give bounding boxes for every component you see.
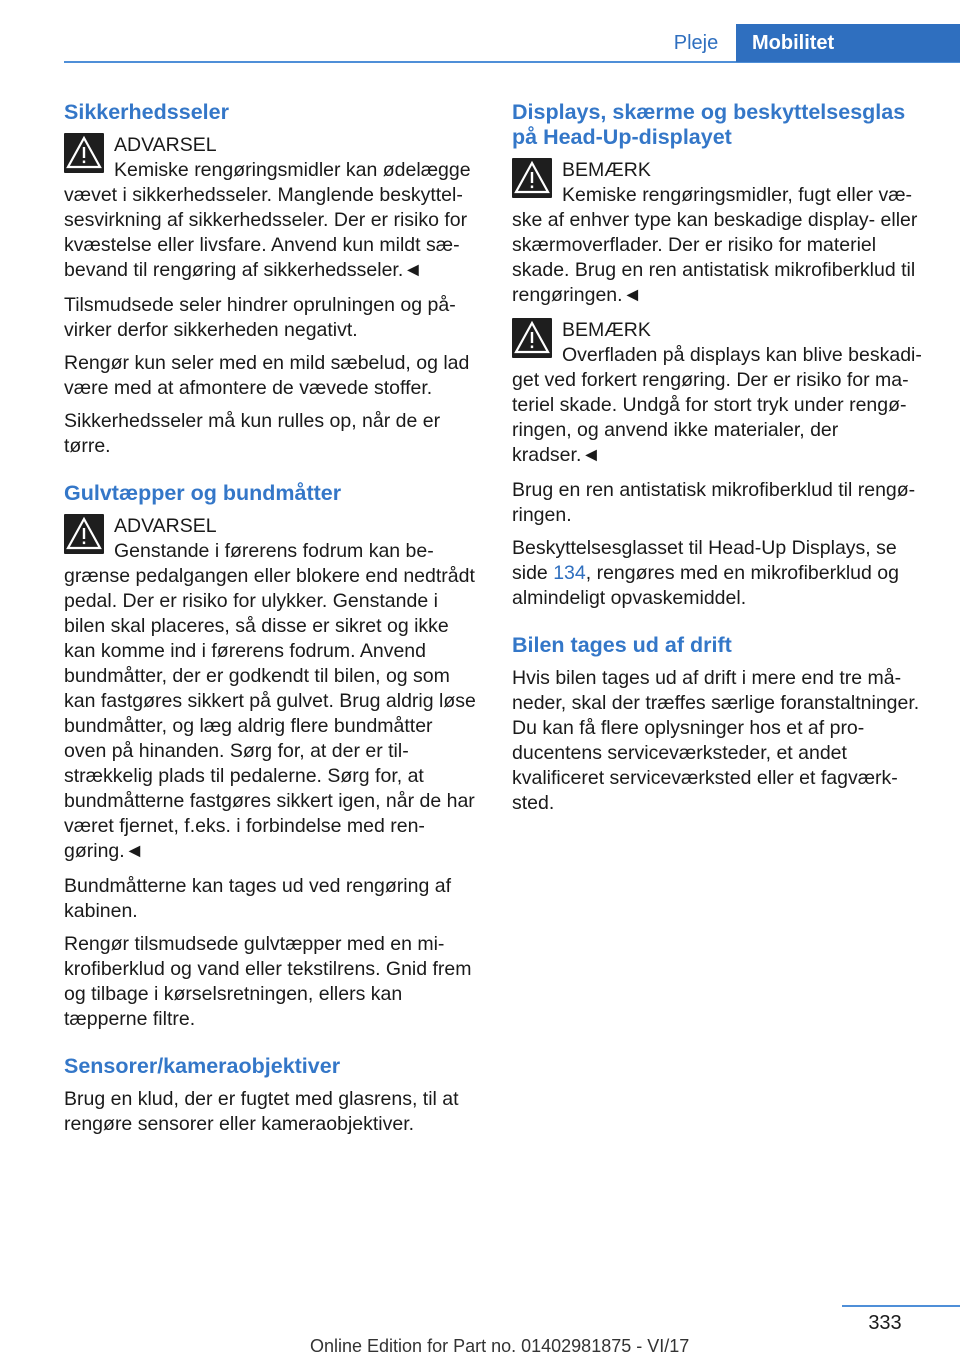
warning-triangle-icon bbox=[64, 133, 104, 173]
paragraph-text: , rengøres med en mikrofiberklud og almindeligt opvaskemiddel. bbox=[512, 562, 899, 609]
warning-text: Kemiske rengøringsmidler kan ødelægge vævet i sikkerhedsseler. Manglende beskyttelsesvirkning af sikkerhedsseler. Der er risiko for kvæstelse eller livsfare. Anvend kun mildt sæbevand til rengøring af sikkerhedsseler.◄ bbox=[64, 159, 471, 281]
section-title-bilen-tages-ud: Bilen tages ud af drift bbox=[512, 633, 732, 657]
paragraph: Bundmåtterne kan tages ud ved rengøring af kabinen. bbox=[64, 875, 451, 922]
page-link[interactable]: 134 bbox=[553, 562, 586, 584]
section-title-sensorer: Sensorer/kameraobjektiver bbox=[64, 1054, 341, 1078]
warning-box bbox=[64, 514, 480, 864]
notice-text: Kemiske rengøringsmidler, fugt eller væske af enhver type kan beskadige display- eller skærmoverflader. Der er risiko for materiel skade. Brug en ren antistatisk mikrofiberklud til rengøringen.◄ bbox=[512, 184, 918, 306]
paragraph bbox=[512, 536, 928, 611]
footer-rule bbox=[842, 1305, 960, 1307]
paragraph: Rengør kun seler med en mild sæbelud, og lad være med at afmontere de vævede stoffer. bbox=[64, 352, 470, 399]
paragraph-text: Beskyttelsesglasset til Head-Up Displays, se side bbox=[512, 537, 897, 584]
right-column bbox=[512, 100, 928, 824]
left-column bbox=[64, 100, 480, 1145]
paragraph: Tilsmudsede seler hindrer oprulningen og påvirker derfor sikkerheden negativt. bbox=[64, 294, 456, 341]
section-title-gulvtaepper: Gulvtæpper og bundmåtter bbox=[64, 481, 342, 505]
tab-pleje[interactable]: Pleje bbox=[673, 32, 719, 54]
section-title-sikkerhedsseler: Sikkerhedsseler bbox=[64, 100, 229, 124]
notice-box bbox=[512, 318, 928, 468]
edition-line: Online Edition for Part no. 01402981875 - VI/17 bbox=[310, 1336, 690, 1356]
notice-box bbox=[512, 158, 928, 308]
paragraph: Brug en klud, der er fugtet med glasrens, til at rengøre sensorer eller kameraobjektiver. bbox=[64, 1088, 459, 1135]
section-title-displays: Displays, skærme og beskyttelsesglas på Head-Up-displayet bbox=[512, 100, 906, 149]
warning-label: ADVARSEL bbox=[114, 515, 217, 537]
warning-box bbox=[64, 133, 480, 283]
notice-text: Overfladen på displays kan blive beskadiget ved forkert rengøring. Der er risiko for materiel skade. Undgå for stort tryk under rengøringen, og anvend ikke materialer, der kradser.◄ bbox=[512, 344, 922, 466]
paragraph: Hvis bilen tages ud af drift i mere end tre måneder, skal der træffes særlige foranstaltninger. Du kan få flere oplysninger hos et af producentens serviceværksteder, et andet kvalificeret serviceværksted eller et fagværksted. bbox=[512, 667, 920, 814]
warning-triangle-icon bbox=[512, 158, 552, 198]
paragraph: Sikkerhedsseler må kun rulles op, når de er tørre. bbox=[64, 410, 441, 457]
warning-triangle-icon bbox=[64, 514, 104, 554]
paragraph: Rengør tilsmudsede gulvtæpper med en mikrofiberklud og vand eller tekstilrens. Gnid frem og tilbage i kørselsretningen, ellers kan tæpperne filtre. bbox=[64, 933, 472, 1030]
warning-text: Genstande i førerens fodrum kan begrænse pedalgangen eller blokere end nedtrådt pedal. Der er risiko for ulykker. Genstande i bilen skal placeres, så disse er sikret og ikke kan komme ind i førerens fodrum. Anvend bundmåtter, der er godkendt til bilen, og som kan fastgøres sikkert på gulvet. Brug aldrig løse bundmåtter, og læg aldrig flere bundmåtter oven på hinanden. Sørg for, at der er tilstrækkelig plads til pedalerne. Sørg for, at bundmåtterne fastgøres sikkert igen, når de har været fjernet, f.eks. i forbindelse med rengøring.◄ bbox=[64, 540, 476, 862]
paragraph: Brug en ren antistatisk mikrofiberklud til rengøringen. bbox=[512, 479, 916, 526]
warning-label: ADVARSEL bbox=[114, 134, 217, 156]
page-number: 333 bbox=[868, 1312, 902, 1334]
warning-triangle-icon bbox=[512, 318, 552, 358]
notice-label: BEMÆRK bbox=[562, 159, 651, 181]
tab-mobilitet[interactable]: Mobilitet bbox=[736, 24, 960, 62]
notice-label: BEMÆRK bbox=[562, 319, 651, 341]
